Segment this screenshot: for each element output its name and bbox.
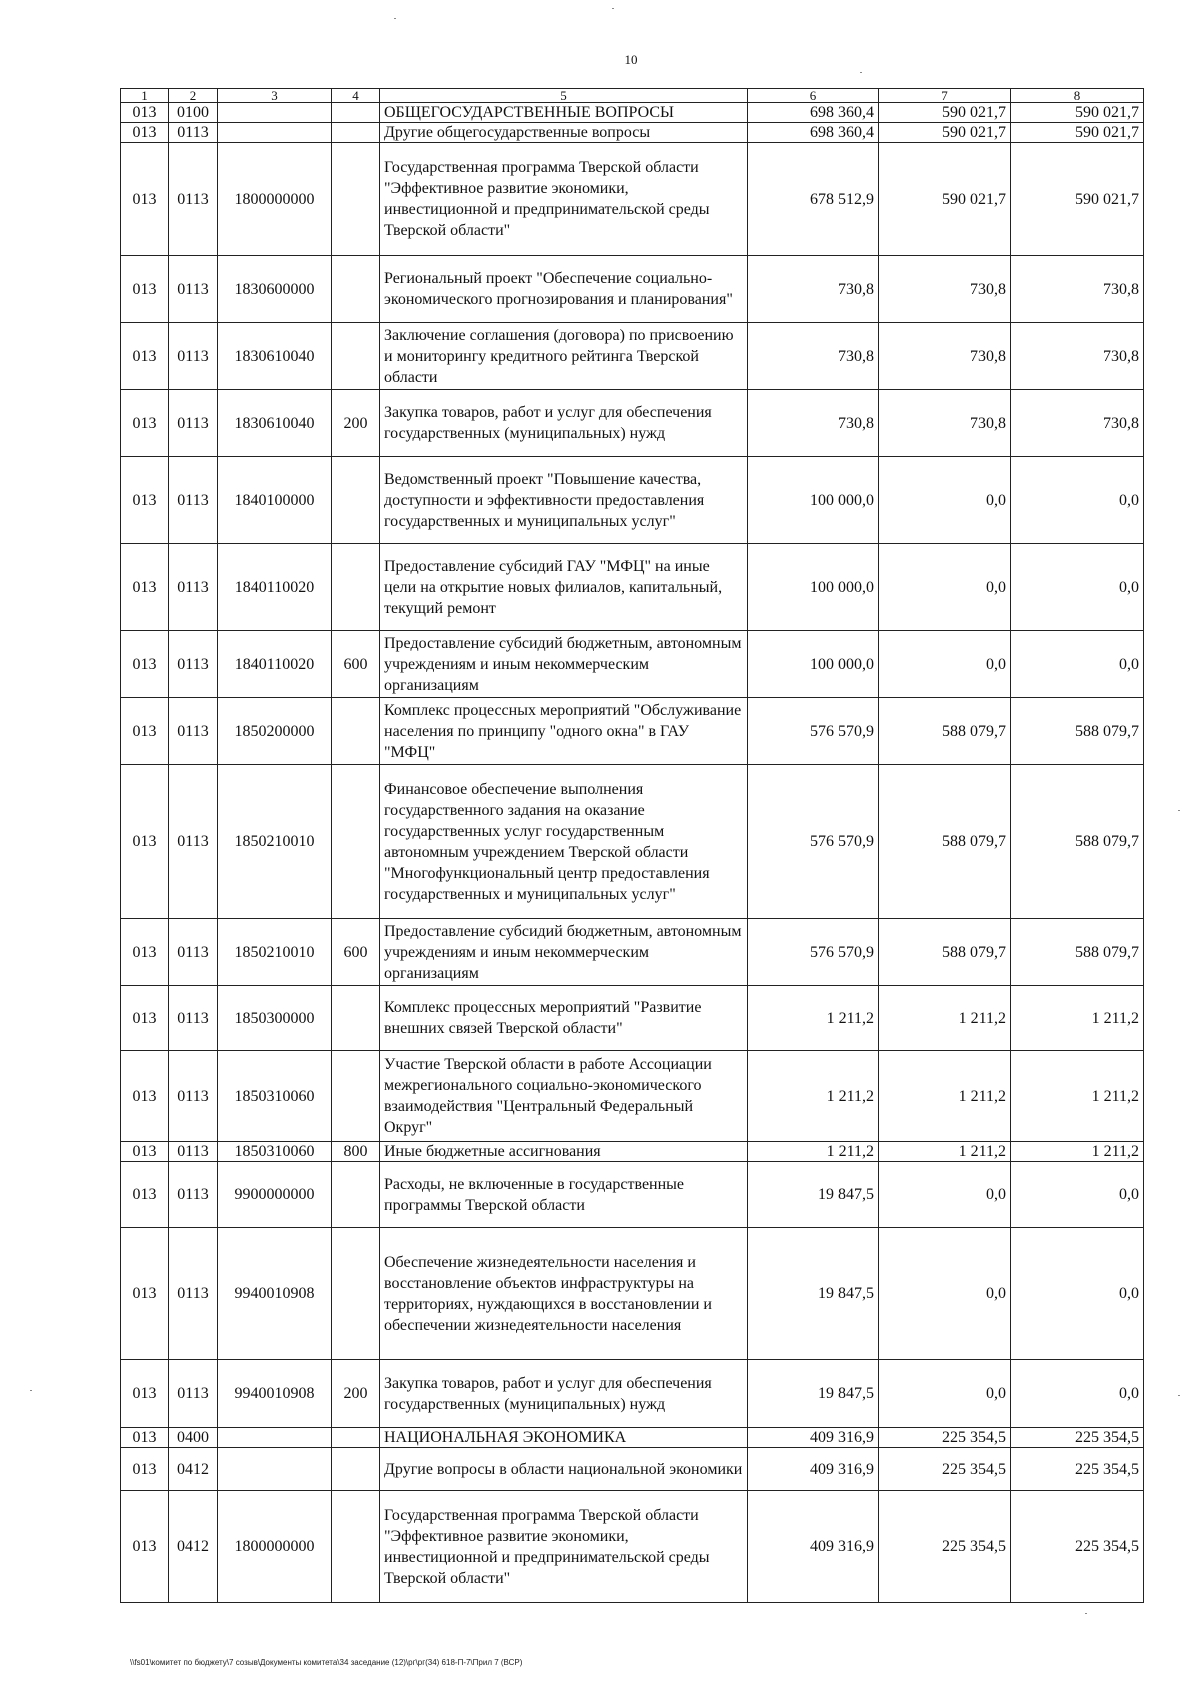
- cell-expense-type: 200: [332, 1360, 380, 1428]
- cell-section: 0113: [169, 765, 218, 919]
- cell-amount-col6: 730,8: [748, 256, 879, 323]
- cell-description: Иные бюджетные ассигнования: [380, 1142, 748, 1162]
- header-row: [121, 89, 1144, 103]
- cell-amount-col7: 590 021,7: [879, 103, 1011, 123]
- cell-section: 0113: [169, 457, 218, 544]
- cell-amount-col6: 1 211,2: [748, 986, 879, 1051]
- cell-amount-col7: 730,8: [879, 390, 1011, 457]
- column-header: 3: [218, 89, 332, 103]
- cell-amount-col8: 1 211,2: [1011, 986, 1144, 1051]
- cell-expense-type: 800: [332, 1142, 380, 1162]
- cell-amount-col6: 19 847,5: [748, 1360, 879, 1428]
- cell-amount-col8: 0,0: [1011, 1360, 1144, 1428]
- cell-target-article: 9940010908: [218, 1228, 332, 1360]
- table-row: [121, 765, 1144, 919]
- cell-amount-col8: 225 354,5: [1011, 1428, 1144, 1448]
- cell-target-article: 1850300000: [218, 986, 332, 1051]
- cell-section: 0113: [169, 631, 218, 698]
- cell-expense-type: [332, 123, 380, 143]
- cell-chapter: 013: [121, 143, 169, 256]
- cell-amount-col6: 100 000,0: [748, 544, 879, 631]
- cell-amount-col7: 730,8: [879, 256, 1011, 323]
- cell-amount-col8: 0,0: [1011, 457, 1144, 544]
- cell-expense-type: [332, 1491, 380, 1603]
- cell-chapter: 013: [121, 457, 169, 544]
- cell-amount-col7: 0,0: [879, 1228, 1011, 1360]
- cell-target-article: 1850210010: [218, 919, 332, 986]
- cell-description: Закупка товаров, работ и услуг для обеспечения государственных (муниципальных) нужд: [380, 390, 748, 457]
- cell-target-article: 1850310060: [218, 1142, 332, 1162]
- table-row: [121, 457, 1144, 544]
- cell-target-article: [218, 103, 332, 123]
- cell-amount-col8: 588 079,7: [1011, 765, 1144, 919]
- cell-amount-col6: 409 316,9: [748, 1428, 879, 1448]
- table-row: [121, 390, 1144, 457]
- scan-speck: [1178, 810, 1180, 811]
- cell-amount-col6: 409 316,9: [748, 1491, 879, 1603]
- cell-amount-col7: 1 211,2: [879, 1051, 1011, 1142]
- cell-chapter: 013: [121, 765, 169, 919]
- cell-description: Комплекс процессных мероприятий "Развитие внешних связей Тверской области": [380, 986, 748, 1051]
- cell-expense-type: [332, 698, 380, 765]
- table-row: [121, 544, 1144, 631]
- cell-amount-col7: 588 079,7: [879, 698, 1011, 765]
- page-number: 10: [624, 52, 638, 67]
- cell-target-article: 1850200000: [218, 698, 332, 765]
- cell-chapter: 013: [121, 1491, 169, 1603]
- column-header: 7: [879, 89, 1011, 103]
- cell-amount-col8: 1 211,2: [1011, 1142, 1144, 1162]
- cell-amount-col8: 588 079,7: [1011, 919, 1144, 986]
- cell-amount-col6: 576 570,9: [748, 919, 879, 986]
- cell-amount-col6: 409 316,9: [748, 1448, 879, 1491]
- cell-expense-type: [332, 323, 380, 390]
- cell-expense-type: [332, 1162, 380, 1228]
- cell-chapter: 013: [121, 123, 169, 143]
- cell-section: 0113: [169, 1162, 218, 1228]
- table-row: [121, 1360, 1144, 1428]
- cell-amount-col6: 730,8: [748, 323, 879, 390]
- column-header: 5: [380, 89, 748, 103]
- cell-chapter: 013: [121, 919, 169, 986]
- cell-amount-col8: 0,0: [1011, 1228, 1144, 1360]
- cell-amount-col8: 0,0: [1011, 1162, 1144, 1228]
- cell-expense-type: [332, 1051, 380, 1142]
- scan-speck: [1178, 1395, 1180, 1396]
- cell-section: 0412: [169, 1448, 218, 1491]
- cell-chapter: 013: [121, 1051, 169, 1142]
- cell-target-article: 1800000000: [218, 1491, 332, 1603]
- cell-chapter: 013: [121, 1162, 169, 1228]
- cell-amount-col6: 100 000,0: [748, 631, 879, 698]
- cell-amount-col8: 590 021,7: [1011, 123, 1144, 143]
- cell-amount-col8: 590 021,7: [1011, 103, 1144, 123]
- cell-expense-type: [332, 103, 380, 123]
- cell-description: Предоставление субсидий бюджетным, автономным учреждениям и иным некоммерческим организациям: [380, 919, 748, 986]
- cell-description: Другие общегосударственные вопросы: [380, 123, 748, 143]
- cell-amount-col7: 0,0: [879, 631, 1011, 698]
- table-row: [121, 919, 1144, 986]
- cell-amount-col6: 576 570,9: [748, 698, 879, 765]
- cell-amount-col6: 100 000,0: [748, 457, 879, 544]
- table-row: [121, 1491, 1144, 1603]
- cell-expense-type: [332, 1228, 380, 1360]
- cell-target-article: 1830610040: [218, 390, 332, 457]
- cell-section: 0113: [169, 123, 218, 143]
- cell-amount-col6: 730,8: [748, 390, 879, 457]
- cell-section: 0113: [169, 1051, 218, 1142]
- cell-expense-type: 600: [332, 919, 380, 986]
- table-row: [121, 323, 1144, 390]
- cell-amount-col6: 19 847,5: [748, 1228, 879, 1360]
- cell-target-article: 1840110020: [218, 631, 332, 698]
- cell-chapter: 013: [121, 256, 169, 323]
- cell-target-article: [218, 1448, 332, 1491]
- cell-description: Ведомственный проект "Повышение качества, доступности и эффективности предоставления государственных и муниципальных услуг": [380, 457, 748, 544]
- cell-amount-col7: 588 079,7: [879, 765, 1011, 919]
- cell-target-article: 1840110020: [218, 544, 332, 631]
- scan-speck: [30, 1390, 32, 1391]
- column-header: 6: [748, 89, 879, 103]
- cell-expense-type: [332, 1428, 380, 1448]
- cell-section: 0100: [169, 103, 218, 123]
- cell-amount-col6: 698 360,4: [748, 123, 879, 143]
- cell-chapter: 013: [121, 1228, 169, 1360]
- cell-amount-col7: 0,0: [879, 457, 1011, 544]
- scan-speck: [860, 72, 862, 73]
- cell-amount-col8: 225 354,5: [1011, 1491, 1144, 1603]
- cell-description: Предоставление субсидий бюджетным, автономным учреждениям и иным некоммерческим организациям: [380, 631, 748, 698]
- cell-amount-col6: 1 211,2: [748, 1142, 879, 1162]
- cell-target-article: 1800000000: [218, 143, 332, 256]
- cell-description: Участие Тверской области в работе Ассоциации межрегионального социально-экономического взаимодействия "Центральный Федеральный Округ": [380, 1051, 748, 1142]
- cell-chapter: 013: [121, 323, 169, 390]
- cell-description: Государственная программа Тверской области "Эффективное развитие экономики, инвестиционной и предпринимательской среды Тверской области": [380, 143, 748, 256]
- cell-description: Другие вопросы в области национальной экономики: [380, 1448, 748, 1491]
- cell-target-article: 1840100000: [218, 457, 332, 544]
- cell-target-article: [218, 123, 332, 143]
- scan-speck: [394, 18, 396, 19]
- footer-file-path: \\fs01\комитет по бюджету\7 созыв\Документы комитета\34 заседание (12)\рг\рг(34) 618-П-7\Прил 7 (ВСР): [130, 1658, 523, 1667]
- cell-amount-col8: 0,0: [1011, 544, 1144, 631]
- cell-amount-col7: 0,0: [879, 1360, 1011, 1428]
- table-row: [121, 1228, 1144, 1360]
- cell-expense-type: 600: [332, 631, 380, 698]
- cell-amount-col7: 1 211,2: [879, 1142, 1011, 1162]
- cell-section: 0412: [169, 1491, 218, 1603]
- table-row: [121, 1142, 1144, 1162]
- cell-amount-col6: 698 360,4: [748, 103, 879, 123]
- cell-description: ОБЩЕГОСУДАРСТВЕННЫЕ ВОПРОСЫ: [380, 103, 748, 123]
- cell-description: Финансовое обеспечение выполнения государственного задания на оказание государственных услуг государственным автономным учреждением Тверской области "Многофункциональный центр предоставления государственных и муниципальных услуг": [380, 765, 748, 919]
- cell-description: Региональный проект "Обеспечение социально-экономического прогнозирования и планирования": [380, 256, 748, 323]
- cell-target-article: 1830600000: [218, 256, 332, 323]
- cell-target-article: 9940010908: [218, 1360, 332, 1428]
- cell-section: 0113: [169, 1360, 218, 1428]
- cell-chapter: 013: [121, 1448, 169, 1491]
- cell-description: Заключение соглашения (договора) по присвоению и мониторингу кредитного рейтинга Тверской области: [380, 323, 748, 390]
- column-header: 1: [121, 89, 169, 103]
- cell-section: 0113: [169, 698, 218, 765]
- cell-expense-type: [332, 457, 380, 544]
- table-row: [121, 986, 1144, 1051]
- cell-expense-type: [332, 256, 380, 323]
- table-row: [121, 123, 1144, 143]
- cell-section: 0113: [169, 323, 218, 390]
- cell-chapter: 013: [121, 986, 169, 1051]
- cell-description: НАЦИОНАЛЬНАЯ ЭКОНОМИКА: [380, 1428, 748, 1448]
- cell-section: 0113: [169, 390, 218, 457]
- cell-expense-type: [332, 544, 380, 631]
- cell-chapter: 013: [121, 1142, 169, 1162]
- cell-expense-type: [332, 765, 380, 919]
- cell-chapter: 013: [121, 1428, 169, 1448]
- table-row: [121, 1162, 1144, 1228]
- cell-amount-col8: 588 079,7: [1011, 698, 1144, 765]
- cell-description: Предоставление субсидий ГАУ "МФЦ" на иные цели на открытие новых филиалов, капитальный, текущий ремонт: [380, 544, 748, 631]
- cell-section: 0113: [169, 1228, 218, 1360]
- table-row: [121, 1428, 1144, 1448]
- cell-amount-col6: 576 570,9: [748, 765, 879, 919]
- cell-amount-col6: 1 211,2: [748, 1051, 879, 1142]
- budget-table: [120, 88, 1144, 1603]
- cell-description: Обеспечение жизнедеятельности населения и восстановление объектов инфраструктуры на территориях, нуждающихся в восстановлении и обеспечении жизнедеятельности населения: [380, 1228, 748, 1360]
- table-row: [121, 1051, 1144, 1142]
- cell-amount-col8: 0,0: [1011, 631, 1144, 698]
- cell-section: 0113: [169, 256, 218, 323]
- table-row: [121, 631, 1144, 698]
- cell-amount-col6: 678 512,9: [748, 143, 879, 256]
- cell-section: 0113: [169, 544, 218, 631]
- cell-amount-col8: 590 021,7: [1011, 143, 1144, 256]
- cell-amount-col6: 19 847,5: [748, 1162, 879, 1228]
- cell-amount-col8: 730,8: [1011, 390, 1144, 457]
- cell-target-article: [218, 1428, 332, 1448]
- cell-amount-col7: 730,8: [879, 323, 1011, 390]
- cell-section: 0113: [169, 986, 218, 1051]
- cell-target-article: 9900000000: [218, 1162, 332, 1228]
- cell-amount-col7: 1 211,2: [879, 986, 1011, 1051]
- column-header: 2: [169, 89, 218, 103]
- cell-description: Расходы, не включенные в государственные программы Тверской области: [380, 1162, 748, 1228]
- cell-expense-type: [332, 986, 380, 1051]
- cell-target-article: 1850210010: [218, 765, 332, 919]
- cell-amount-col7: 588 079,7: [879, 919, 1011, 986]
- cell-section: 0113: [169, 1142, 218, 1162]
- cell-section: 0113: [169, 143, 218, 256]
- table-row: [121, 256, 1144, 323]
- cell-amount-col7: 225 354,5: [879, 1448, 1011, 1491]
- cell-amount-col8: 730,8: [1011, 256, 1144, 323]
- cell-chapter: 013: [121, 631, 169, 698]
- cell-expense-type: [332, 1448, 380, 1491]
- table-body: [121, 103, 1144, 1603]
- cell-expense-type: [332, 143, 380, 256]
- cell-amount-col7: 0,0: [879, 544, 1011, 631]
- cell-amount-col7: 590 021,7: [879, 123, 1011, 143]
- cell-target-article: 1830610040: [218, 323, 332, 390]
- cell-target-article: 1850310060: [218, 1051, 332, 1142]
- cell-chapter: 013: [121, 103, 169, 123]
- scan-speck: [1085, 1613, 1087, 1614]
- cell-chapter: 013: [121, 698, 169, 765]
- cell-description: Закупка товаров, работ и услуг для обеспечения государственных (муниципальных) нужд: [380, 1360, 748, 1428]
- cell-chapter: 013: [121, 544, 169, 631]
- cell-amount-col7: 225 354,5: [879, 1491, 1011, 1603]
- cell-amount-col7: 590 021,7: [879, 143, 1011, 256]
- scan-speck: [612, 8, 614, 9]
- cell-description: Комплекс процессных мероприятий "Обслуживание населения по принципу "одного окна" в ГАУ "МФЦ": [380, 698, 748, 765]
- cell-chapter: 013: [121, 1360, 169, 1428]
- cell-section: 0400: [169, 1428, 218, 1448]
- table-row: [121, 143, 1144, 256]
- column-header: 8: [1011, 89, 1144, 103]
- cell-amount-col8: 1 211,2: [1011, 1051, 1144, 1142]
- table-row: [121, 698, 1144, 765]
- cell-expense-type: 200: [332, 390, 380, 457]
- cell-description: Государственная программа Тверской области "Эффективное развитие экономики, инвестиционной и предпринимательской среды Тверской области": [380, 1491, 748, 1603]
- cell-amount-col7: 0,0: [879, 1162, 1011, 1228]
- table-row: [121, 103, 1144, 123]
- cell-amount-col8: 730,8: [1011, 323, 1144, 390]
- cell-amount-col8: 225 354,5: [1011, 1448, 1144, 1491]
- cell-amount-col7: 225 354,5: [879, 1428, 1011, 1448]
- table-row: [121, 1448, 1144, 1491]
- cell-chapter: 013: [121, 390, 169, 457]
- column-header: 4: [332, 89, 380, 103]
- cell-section: 0113: [169, 919, 218, 986]
